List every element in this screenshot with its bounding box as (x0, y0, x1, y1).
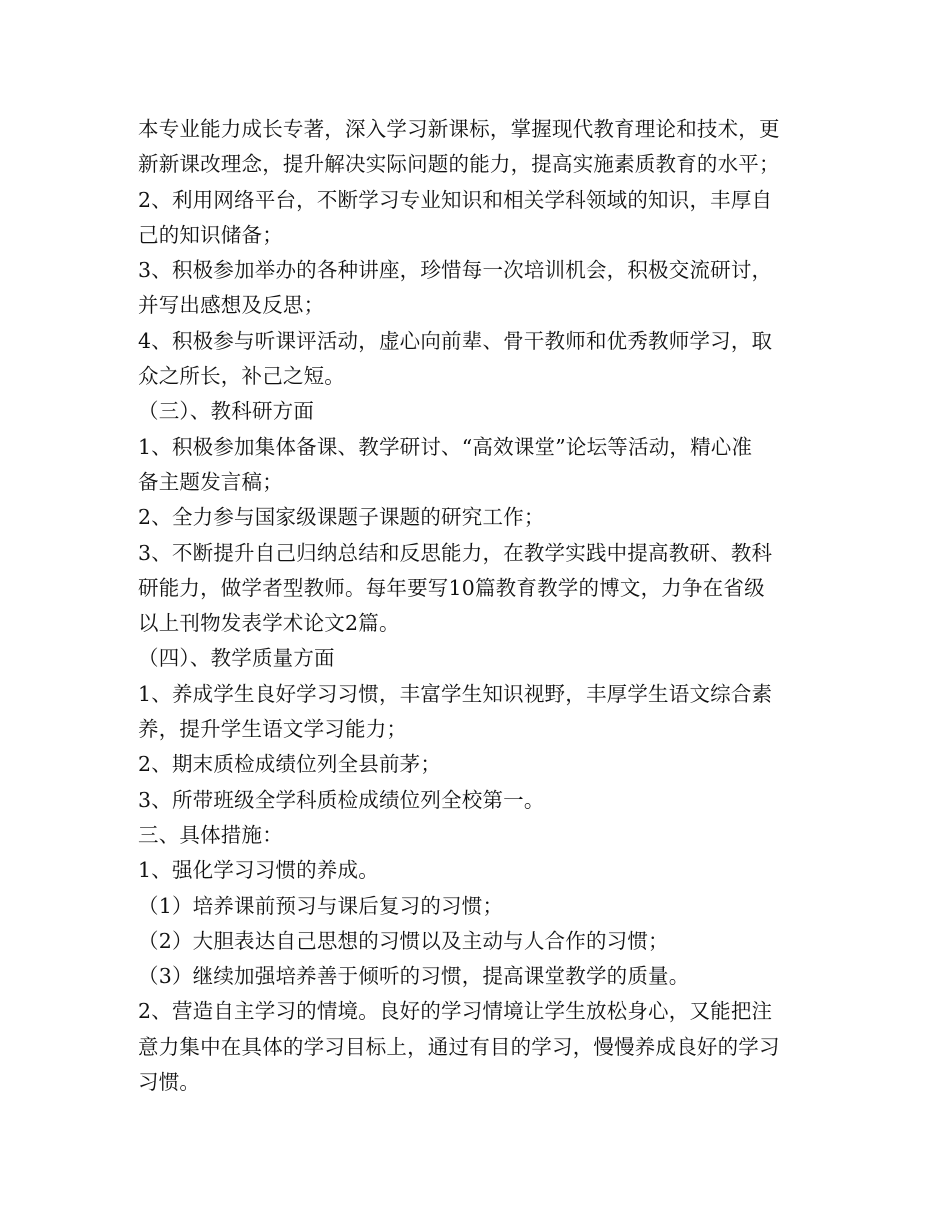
text-line: 3、积极参加举办的各种讲座，珍惜每一次培训机会，积极交流研讨， (138, 258, 773, 283)
section-heading: （四）、教学质量方面 (138, 646, 335, 671)
text-line: 研能力，做学者型教师。每年要写10篇教育教学的博文，力争在省级 (138, 575, 765, 600)
text-line: 4、积极参与听课评活动，虚心向前辈、骨干教师和优秀教师学习，取 (138, 328, 773, 353)
text-line: （2）大胆表达自己思想的习惯以及主动与人合作的习惯； (138, 928, 669, 953)
text-line: （3）继续加强培养善于倾听的习惯，提高课堂教学的质量。 (138, 964, 690, 989)
text-line: 备主题发言稿； (138, 469, 283, 494)
text-line: 并写出感想及反思； (138, 293, 325, 318)
text-line: 1、强化学习习惯的养成。 (138, 858, 379, 883)
text-line: 3、不断提升自己归纳总结和反思能力，在教学实践中提高教研、教科 (138, 540, 773, 565)
text-line: （1）培养课前预习与课后复习的习惯； (138, 893, 504, 918)
text-line: 己的知识储备； (138, 222, 283, 247)
text-line: 以上刊物发表学术论文2篇。 (138, 611, 400, 636)
section-heading: （三）、教科研方面 (138, 399, 315, 424)
text-line: 2、营造自主学习的情境。良好的学习情境让学生放松身心，又能把注 (138, 999, 773, 1024)
text-line: 意力集中在具体的学习目标上，通过有目的学习，慢慢养成良好的学习 (138, 1034, 780, 1059)
text-line: 众之所长，补己之短。 (138, 364, 345, 389)
text-line: 2、全力参与国家级课题子课题的研究工作； (138, 505, 545, 530)
text-line: 2、利用网络平台，不断学习专业知识和相关学科领域的知识，丰厚自 (138, 187, 773, 212)
text-line: 1、积极参加集体备课、教学研讨、“高效课堂”论坛等活动，精心准 (138, 434, 753, 459)
text-line: 3、所带班级全学科质检成绩位列全校第一。 (138, 787, 545, 812)
text-line: 1、养成学生良好学习习惯，丰富学生知识视野，丰厚学生语文综合素 (138, 681, 773, 706)
section-heading: 三、具体措施： (138, 822, 283, 847)
text-line: 习惯。 (138, 1070, 201, 1095)
text-line: 2、期末质检成绩位列全县前茅； (138, 752, 442, 777)
document-body (138, 112, 818, 1100)
text-line: 新新课改理念，提升解决实际问题的能力，提高实施素质教育的水平； (138, 152, 780, 177)
text-line: 养，提升学生语文学习能力； (138, 717, 408, 742)
text-line: 本专业能力成长专著，深入学习新课标，掌握现代教育理论和技术，更 (138, 117, 780, 141)
